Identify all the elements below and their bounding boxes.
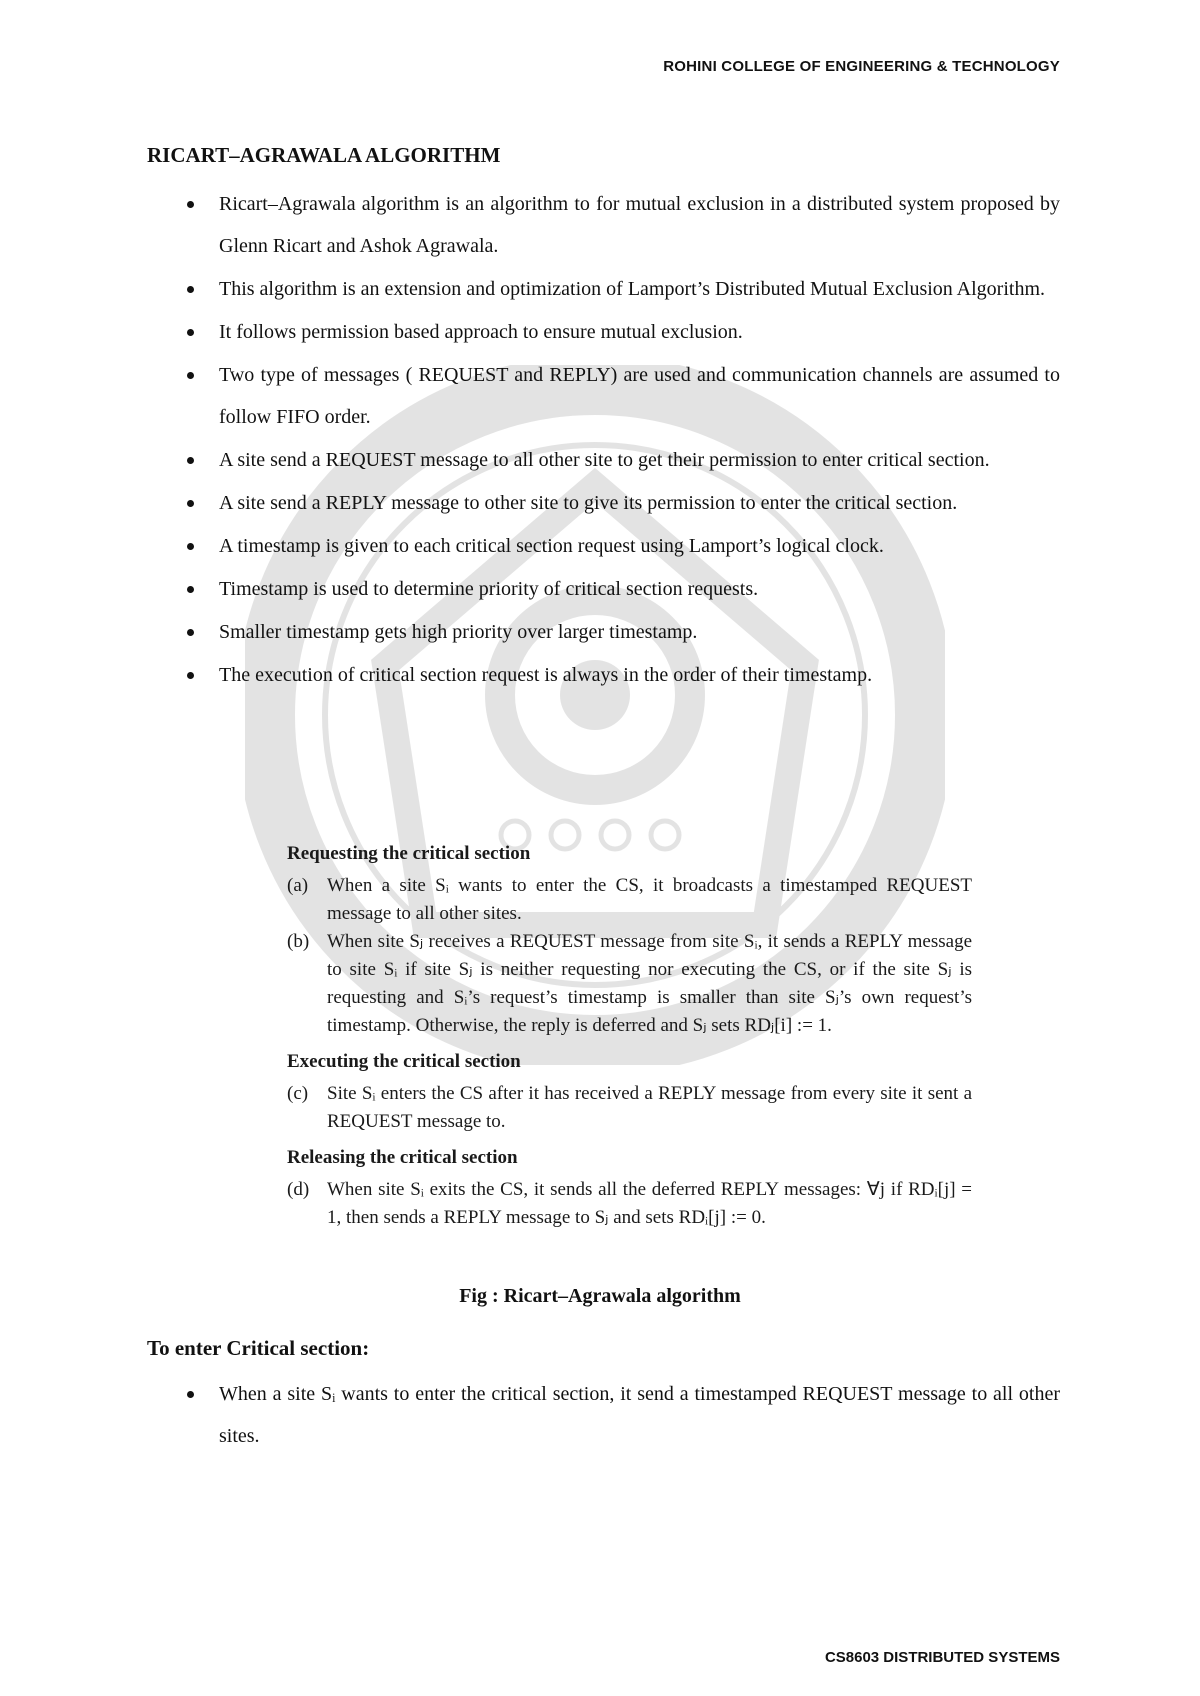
- bullet-list: [147, 183, 1060, 697]
- list-item: A site send a REQUEST message to all other site to get their permission to enter critical section.: [147, 439, 1060, 481]
- bullet-icon: [187, 201, 194, 208]
- bullet-icon: [187, 286, 194, 293]
- bullet-icon: [187, 629, 194, 636]
- figure-step-b: (b) When site Sⱼ receives a REQUEST message from site Sᵢ, it sends a REPLY message to site Sᵢ if site Sⱼ is neither requesting nor executing the CS, or if the site Sⱼ is requesting and Sᵢ’s request’s timestamp is smaller than site Sⱼ’s own request’s timestamp. Otherwise, the reply is deferred and Sⱼ sets RDⱼ[i] := 1.: [287, 931, 972, 1036]
- figure-step-d: (d) When site Sᵢ exits the CS, it sends all the deferred REPLY messages: ∀j if RDᵢ[j] = 1, then sends a REPLY message to Sⱼ and sets RDᵢ[j] := 0.: [287, 1179, 972, 1228]
- algorithm-figure: [287, 838, 972, 1232]
- list-item: Ricart–Agrawala algorithm is an algorithm to for mutual exclusion in a distributed system proposed by Glenn Ricart and Ashok Agrawala.: [147, 183, 1060, 267]
- list-item: Smaller timestamp gets high priority over larger timestamp.: [147, 611, 1060, 653]
- list-item: When a site Sᵢ wants to enter the critical section, it send a timestamped REQUEST message to all other sites.: [147, 1373, 1060, 1457]
- figure-step-a: (a) When a site Sᵢ wants to enter the CS, it broadcasts a timestamped REQUEST message to all other sites.: [287, 875, 972, 924]
- page-title: RICART–AGRAWALA ALGORITHM: [147, 143, 501, 167]
- bullet-icon: [187, 586, 194, 593]
- bullet-icon: [187, 372, 194, 379]
- list-item: Timestamp is used to determine priority of critical section requests.: [147, 568, 1060, 610]
- bullet-icon: [187, 457, 194, 464]
- bullet-icon: [187, 543, 194, 550]
- page-header: ROHINI COLLEGE OF ENGINEERING & TECHNOLOGY: [663, 58, 1060, 75]
- executing-heading: Executing the critical section: [287, 1051, 521, 1072]
- requesting-heading: Requesting the critical section: [287, 843, 531, 864]
- page-footer: CS8603 DISTRIBUTED SYSTEMS: [824, 1649, 1060, 1666]
- bullet-list-2: [147, 1373, 1060, 1457]
- section-subheading: To enter Critical section:: [147, 1336, 370, 1360]
- bullet-icon: [187, 500, 194, 507]
- releasing-heading: Releasing the critical section: [287, 1147, 518, 1168]
- figure-step-c: (c) Site Sᵢ enters the CS after it has received a REPLY message from every site it sent a REQUEST message to.: [287, 1083, 972, 1132]
- bullet-icon: [187, 1391, 194, 1398]
- list-item: The execution of critical section request is always in the order of their timestamp.: [147, 654, 1060, 696]
- bullet-icon: [187, 672, 194, 679]
- list-item: A site send a REPLY message to other site to give its permission to enter the critical section.: [147, 482, 1060, 524]
- list-item: A timestamp is given to each critical section request using Lamport’s logical clock.: [147, 525, 1060, 567]
- list-item: Two type of messages ( REQUEST and REPLY) are used and communication channels are assumed to follow FIFO order.: [147, 354, 1060, 438]
- list-item: This algorithm is an extension and optimization of Lamport’s Distributed Mutual Exclusion Algorithm.: [147, 268, 1060, 310]
- list-item: It follows permission based approach to ensure mutual exclusion.: [147, 311, 1060, 353]
- figure-caption: Fig : Ricart–Agrawala algorithm: [459, 1285, 741, 1307]
- bullet-icon: [187, 329, 194, 336]
